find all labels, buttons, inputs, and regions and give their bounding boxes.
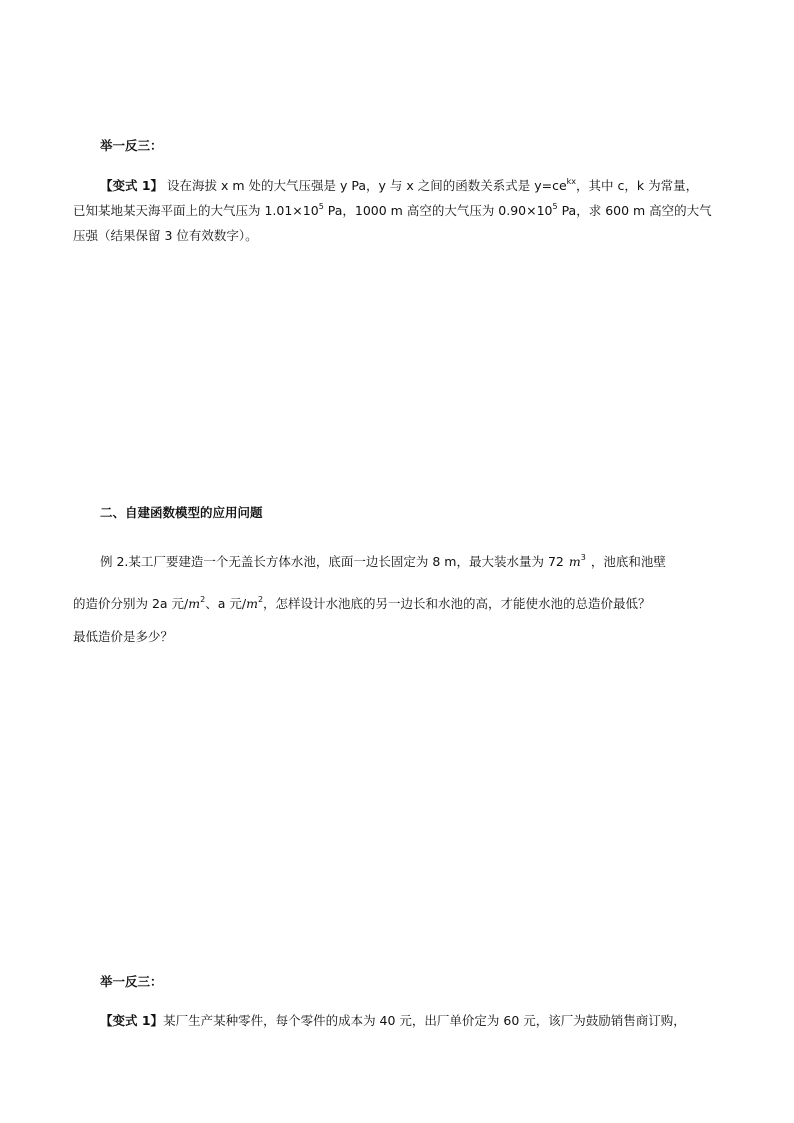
variant-label: 【变式 1】 bbox=[100, 1013, 164, 1028]
unit: m bbox=[188, 596, 201, 611]
section1-line1 bbox=[100, 176, 698, 194]
text: ，其中 c，k 为常量， bbox=[576, 178, 699, 193]
section1-heading: 举一反三： bbox=[100, 138, 163, 153]
text: 例 2.某工厂要建造一个无盖长方体水池，底面一边长固定为 8 m，最大装水量为 72 bbox=[100, 554, 564, 569]
unit: m bbox=[246, 596, 258, 611]
exponent: 5 bbox=[318, 201, 324, 211]
text: Pa，求 600 m 高空的大气 bbox=[557, 203, 712, 218]
section2-line1 bbox=[100, 552, 666, 570]
section2-line3: 最低造价是多少？ bbox=[73, 629, 174, 644]
exponent: 5 bbox=[552, 201, 558, 211]
text: Pa，1000 m 高空的大气压为 0.90×10 bbox=[323, 203, 553, 218]
section1-line3: 压强（结果保留 3 位有效数字）。 bbox=[73, 228, 258, 243]
text: ，怎样设计水池底的另一边长和水池的高，才能使水池的总造价最低？ bbox=[263, 596, 651, 611]
unit: m bbox=[568, 554, 581, 569]
section3-heading: 举一反三： bbox=[100, 974, 163, 989]
exponent: kx bbox=[566, 176, 577, 186]
unit-m3 bbox=[569, 554, 586, 569]
text: 某厂生产某种零件，每个零件的成本为 40 元，出厂单价定为 60 元，该厂为鼓励销售商订购， bbox=[163, 1013, 686, 1028]
section1-line2 bbox=[73, 201, 712, 219]
exponent: 2 bbox=[200, 594, 206, 604]
section2-heading: 二、自建函数模型的应用问题 bbox=[100, 505, 263, 520]
section2-line2 bbox=[73, 594, 651, 612]
text: ，池底和池壁 bbox=[590, 554, 666, 569]
text: 、a 元/ bbox=[205, 596, 247, 611]
text: 的造价分别为 2a 元/ bbox=[73, 596, 189, 611]
exponent: 2 bbox=[257, 594, 264, 604]
exponent: 3 bbox=[580, 552, 586, 562]
variant-label: 【变式 1】 bbox=[100, 178, 164, 193]
section3-line1 bbox=[100, 1011, 686, 1029]
text: 设在海拔 x m 处的大气压强是 y Pa，y 与 x 之间的函数关系式是 y=ce bbox=[163, 178, 567, 193]
text: 已知某地某天海平面上的大气压为 1.01×10 bbox=[73, 203, 319, 218]
